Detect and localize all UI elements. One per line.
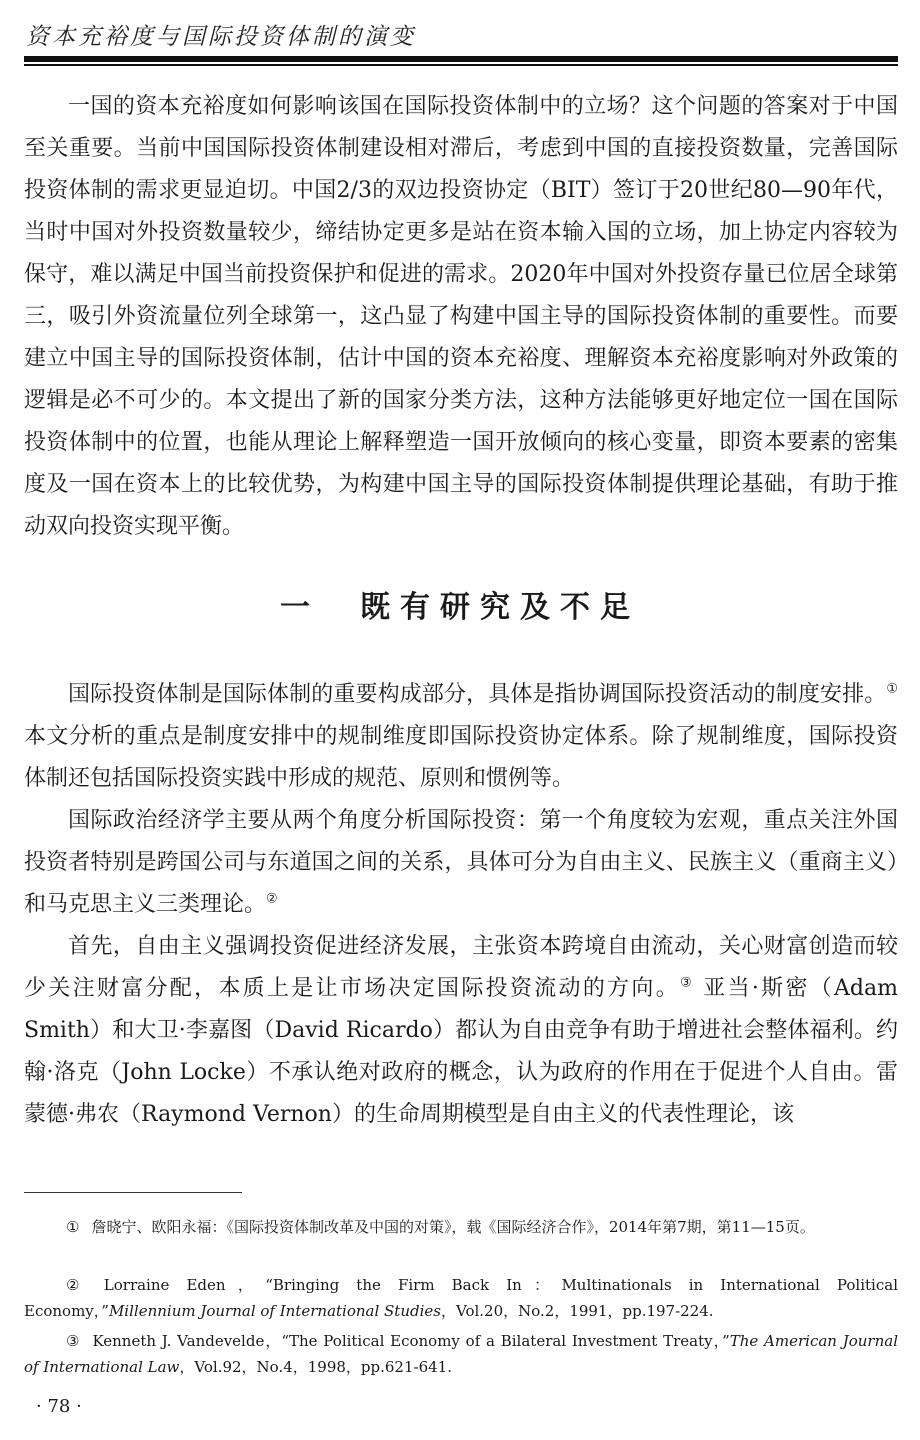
header-rule-thin bbox=[24, 64, 898, 66]
paragraph-text: 本文分析的重点是制度安排中的规制维度即国际投资协定体系。除了规制维度，国际投资体制还包括国际投资实践中形成的规范、原则和惯例等。 bbox=[24, 724, 898, 791]
header-rule bbox=[24, 56, 898, 62]
footnote bbox=[24, 1214, 898, 1240]
footnote-text: Kenneth J. Vandevelde，“The Political Economy of a Bilateral Investment Treaty，” bbox=[92, 1332, 730, 1350]
intro-paragraph: 一国的资本充裕度如何影响该国在国际投资体制中的立场？这个问题的答案对于中国至关重要。当前中国国际投资体制建设相对滞后，考虑到中国的直接投资数量，完善国际投资体制的需求更显迫切。中国2/3的双边投资协定（BIT）签订于20世纪80—90年代，当时中国对外投资数量较少，缔结协定更多是站在资本输入国的立场，加上协定内容较为保守，难以满足中国当前投资保护和促进的需求。2020年中国对外投资存量已位居全球第三，吸引外资流量位列全球第一，这凸显了构建中国主导的国际投资体制的重要性。而要建立中国主导的国际投资体制，估计中国的资本充裕度、理解资本充裕度影响对外政策的逻辑是必不可少的。本文提出了新的国家分类方法，这种方法能够更好地定位一国在国际投资体制中的位置，也能从理论上解释塑造一国开放倾向的核心变量，即资本要素的密集度及一国在资本上的比较优势，为构建中国主导的国际投资体制提供理论基础，有助于推动双向投资实现平衡。 bbox=[24, 94, 898, 539]
footnote-journal: The American Journal of International Law bbox=[24, 1332, 899, 1376]
footnote-text: Lorraine Eden，“Bringing the Firm Back In：Multinationals in International Political Economy，” bbox=[24, 1276, 898, 1320]
footnote bbox=[24, 1272, 898, 1324]
running-header: 资本充裕度与国际投资体制的演变 bbox=[26, 24, 416, 50]
footnote-ref[interactable]: ① bbox=[886, 681, 898, 697]
paragraph-text: 亚当·斯密（Adam Smith）和大卫·李嘉图（David Ricardo）都认为自由竞争有助于增进社会整体福利。约翰·洛克（John Locke）不承认绝对政府的概念，认为政府的作用在于促进个人自由。雷蒙德·弗农（Raymond Vernon）的生命周期模型是自由主义的代表性理论，该 bbox=[24, 976, 898, 1127]
footnote-mark: ① bbox=[66, 1218, 80, 1236]
body-paragraph bbox=[24, 800, 898, 926]
footnote-journal: Millennium Journal of International Studies bbox=[108, 1302, 441, 1320]
footnote-tail: ，Vol.20，No.2，1991，pp.197-224. bbox=[440, 1302, 714, 1320]
footnote-ref[interactable]: ② bbox=[266, 891, 278, 907]
paragraph-text: 国际投资体制是国际体制的重要构成部分，具体是指协调国际投资活动的制度安排。 bbox=[68, 682, 887, 707]
footnote-divider bbox=[24, 1192, 242, 1193]
body-paragraph bbox=[24, 674, 898, 800]
body-paragraph bbox=[24, 926, 898, 1136]
footnote bbox=[24, 1328, 898, 1380]
footnote-ref[interactable]: ③ bbox=[680, 975, 694, 991]
footnote-mark: ② bbox=[66, 1276, 92, 1294]
page-number: · 78 · bbox=[36, 1396, 82, 1417]
footnote-tail: ，Vol.92，No.4，1998，pp.621-641. bbox=[179, 1358, 452, 1376]
section-heading: 一 既有研究及不足 bbox=[280, 590, 640, 625]
paragraph-text: 国际政治经济学主要从两个角度分析国际投资：第一个角度较为宏观，重点关注外国投资者特别是跨国公司与东道国之间的关系，具体可分为自由主义、民族主义（重商主义）和马克思主义三类理论。 bbox=[24, 808, 898, 917]
footnote-mark: ③ bbox=[66, 1332, 81, 1350]
footnote-text: 詹晓宁、欧阳永福：《国际投资体制改革及中国的对策》，载《国际经济合作》，2014年第7期，第11—15页。 bbox=[91, 1218, 815, 1236]
paragraph-text: 首先，自由主义强调投资促进经济发展，主张资本跨境自由流动，关心财富创造而较少关注财富分配，本质上是让市场决定国际投资流动的方向。 bbox=[24, 934, 898, 1001]
